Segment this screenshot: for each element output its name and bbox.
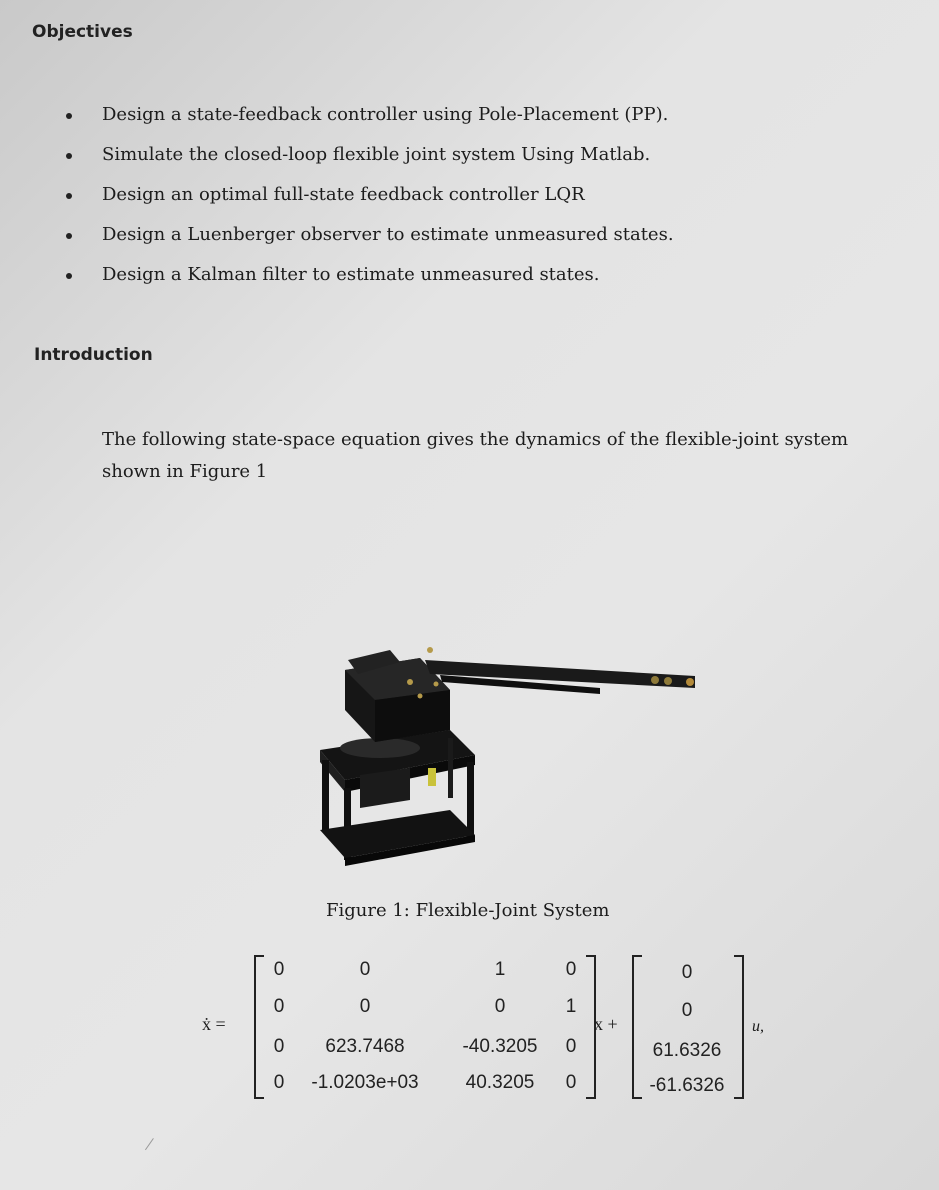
equation-x-plus: x + (594, 1014, 618, 1034)
matrix-b-right-bracket (734, 955, 744, 1099)
matrix-a-cell: 0 (359, 996, 371, 1017)
matrix-b-cell: 61.6326 (652, 1040, 722, 1061)
matrix-a-cell: 0 (359, 959, 371, 980)
introduction-heading: Introduction (34, 345, 153, 365)
bullet-icon (66, 193, 72, 199)
matrix-b-cell: 0 (681, 962, 693, 983)
matrix-a-cell: 0 (273, 1072, 285, 1093)
pen-mark (145, 1138, 162, 1156)
objective-item: Simulate the closed-loop flexible joint system Using Matlab. (62, 144, 762, 184)
objective-item: Design a Luenberger observer to estimate unmeasured states. (62, 224, 762, 264)
equation-u: u, (752, 1018, 764, 1035)
matrix-a-cell: -40.3205 (462, 1036, 538, 1057)
matrix-a-cell: 623.7468 (325, 1036, 405, 1057)
matrix-a-cell: 0 (565, 1072, 577, 1093)
matrix-a-cell: 1 (494, 959, 506, 980)
matrix-a-cell: -1.0203e+03 (311, 1072, 419, 1093)
matrix-a-cell: 0 (273, 996, 285, 1017)
matrix-a-left-bracket (254, 955, 264, 1099)
bullet-icon (66, 113, 72, 119)
objective-item: Design an optimal full-state feedback controller LQR (62, 184, 762, 224)
bullet-icon (66, 233, 72, 239)
matrix-a-cell: 0 (494, 996, 506, 1017)
objectives-heading: Objectives (32, 22, 133, 42)
introduction-paragraph: The following state-space equation gives the dynamics of the flexible-joint system shown in Figure 1 (102, 429, 849, 482)
matrix-a-cell: 0 (565, 1036, 577, 1057)
flexible-joint-image (300, 630, 700, 890)
bullet-icon (66, 153, 72, 159)
matrix-a-cell: 0 (565, 959, 577, 980)
objective-item: Design a Kalman filter to estimate unmeasured states. (62, 264, 762, 304)
bullet-icon (66, 273, 72, 279)
objectives-list (62, 104, 762, 304)
matrix-b-cell: -61.6326 (649, 1075, 725, 1096)
equation-lhs: ẋ = (202, 1014, 226, 1034)
matrix-a-cell: 0 (273, 959, 285, 980)
matrix-a-cell: 1 (565, 996, 577, 1017)
matrix-a-cell: 40.3205 (465, 1072, 535, 1093)
figure-caption: Figure 1: Flexible-Joint System (326, 900, 610, 921)
matrix-a-cell: 0 (273, 1036, 285, 1057)
matrix-b-cell: 0 (681, 1000, 693, 1021)
objective-item: Design a state-feedback controller using Pole-Placement (PP). (62, 104, 762, 144)
